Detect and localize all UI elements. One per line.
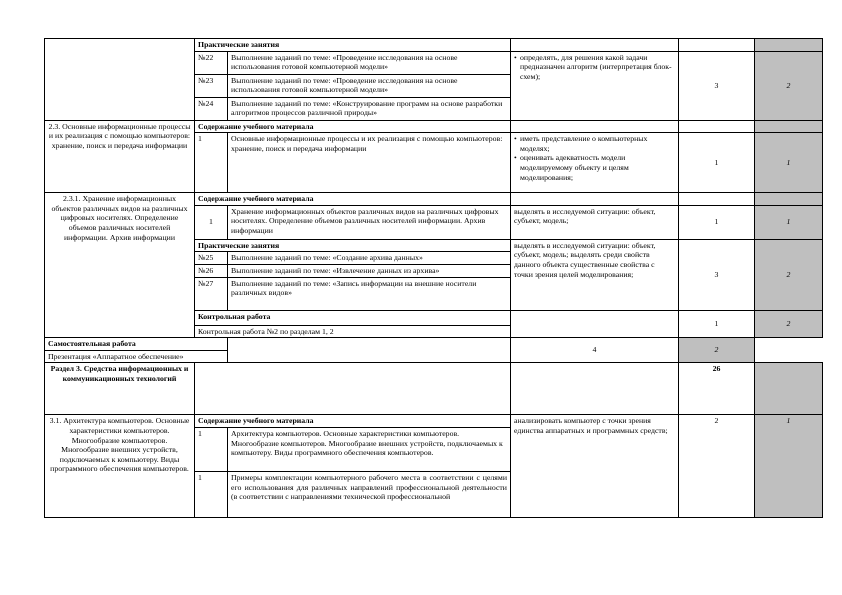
section-header: Содержание учебного материала — [195, 415, 511, 428]
competence-item: • оценивать адекватность модели моделируемому объекту и целям моделирования; — [514, 153, 675, 182]
lesson-content: Выполнение заданий по теме: «Создание архива данных» — [228, 252, 511, 265]
hours-cell: 1 — [679, 310, 755, 338]
competence-cell — [511, 120, 679, 133]
competence-cell — [511, 51, 679, 120]
hours-cell: 4 — [511, 338, 679, 363]
section-header: Самостоятельная работа — [45, 338, 228, 351]
level-cell: 1 — [755, 415, 823, 518]
competence-cell: выделять в исследуемой ситуации: объект, субъект, модель; выделять среди свойств данного объекта существенные свойства с точки зрения целей моделирования; — [511, 239, 679, 310]
lesson-content: Хранение информационных объектов различных видов на различных цифровых носителях. Определение объемов различных носителей информации. Архив информации — [228, 205, 511, 239]
section-header: Практические занятия — [195, 39, 511, 52]
hours-cell — [679, 193, 755, 206]
hours-cell: 26 — [679, 363, 755, 415]
lesson-content: Архитектура компьютеров. Основные характеристики компьютеров. Многообразие компьютеров. Многообразие внешних устройств, подключаемых к компьютеру. Виды программного обеспечения компьютеров. — [228, 427, 511, 471]
topic-cell: 2.3.1. Хранение информационных объектов различных видов на различных цифровых носителях. Определение объемов различных носителей информации. Архив информации — [45, 193, 195, 338]
level-cell: 2 — [755, 310, 823, 338]
lesson-number: №26 — [195, 264, 228, 277]
level-cell — [755, 120, 823, 133]
section-title: Раздел 3. Средства информационных и коммуникационных технологий — [45, 363, 195, 415]
competence-cell — [511, 310, 679, 338]
lesson-content: Контрольная работа №2 по разделам 1, 2 — [195, 325, 511, 338]
lesson-number: 1 — [195, 205, 228, 239]
competence-item: • определять, для решения какой задачи предназначен алгоритм (интерпретация блок-схем); — [514, 53, 675, 82]
lesson-number: 1 — [195, 427, 228, 471]
competence-item: • иметь представление о компьютерных моделях; — [514, 134, 675, 153]
empty-cell — [195, 363, 511, 415]
section-header: Содержание учебного материала — [195, 193, 511, 206]
level-cell — [755, 363, 823, 415]
lesson-content: Выполнение заданий по теме: «Проведение исследования на основе использования готовой компьютерной модели» — [228, 74, 511, 97]
lesson-content: Выполнение заданий по теме: «Конструирование программ на основе разработки алгоритмов процессов различной природы» — [228, 97, 511, 120]
competence-cell — [511, 363, 679, 415]
section-header: Содержание учебного материала — [195, 120, 511, 133]
competence-cell — [511, 39, 679, 52]
topic-cell — [45, 39, 195, 121]
lesson-number: №27 — [195, 277, 228, 310]
hours-cell: 3 — [679, 239, 755, 310]
hours-cell: 1 — [679, 133, 755, 193]
competence-cell — [511, 193, 679, 206]
topic-cell: 2.3. Основные информационные процессы и их реализация с помощью компьютеров: хранение, поиск и передача информации — [45, 120, 195, 193]
lesson-number: №24 — [195, 97, 228, 120]
lesson-number: 1 — [195, 133, 228, 193]
level-cell: 2 — [755, 239, 823, 310]
competence-cell: анализировать компьютер с точки зрения единства аппаратных и программных средств; — [511, 415, 679, 518]
curriculum-table — [44, 38, 823, 518]
level-cell: 1 — [755, 133, 823, 193]
lesson-number: №22 — [195, 51, 228, 74]
lesson-content: Выполнение заданий по теме: «Проведение исследования на основе использования готовой компьютерной модели» — [228, 51, 511, 74]
level-cell — [755, 39, 823, 52]
competence-cell: выделять в исследуемой ситуации: объект, субъект, модель; — [511, 205, 679, 239]
level-cell: 2 — [755, 51, 823, 120]
lesson-content: Выполнение заданий по теме: «Извлечение данных из архива» — [228, 264, 511, 277]
competence-cell — [511, 133, 679, 193]
competence-cell — [228, 338, 511, 363]
level-cell: 2 — [679, 338, 755, 363]
section-header: Практические занятия — [195, 239, 511, 252]
level-cell — [755, 193, 823, 206]
lesson-number: №25 — [195, 252, 228, 265]
hours-cell: 1 — [679, 205, 755, 239]
section-header: Контрольная работа — [195, 310, 511, 325]
lesson-content: Примеры комплектации компьютерного рабочего места в соответствии с целями его использования для различных направлений профессиональной деятельности (в соответствии с направлениями технической профессиональной — [228, 471, 511, 517]
lesson-content: Презентация «Аппаратное обеспечение» — [45, 350, 228, 363]
hours-cell: 2 — [679, 415, 755, 518]
lesson-number: 1 — [195, 471, 228, 517]
hours-cell — [679, 120, 755, 133]
lesson-number: №23 — [195, 74, 228, 97]
lesson-content: Основные информационные процессы и их реализация с помощью компьютеров: хранение, поиск и передача информации — [228, 133, 511, 193]
topic-cell: 3.1. Архитектура компьютеров. Основные характеристики компьютеров. Многообразие компьютеров. Многообразие внешних устройств, подключаемых к компьютеру. Виды программного обеспечения компьютеров. — [45, 415, 195, 518]
level-cell: 1 — [755, 205, 823, 239]
hours-cell — [679, 39, 755, 52]
lesson-content: Выполнение заданий по теме: «Запись информации на внешние носители различных видов» — [228, 277, 511, 310]
hours-cell: 3 — [679, 51, 755, 120]
